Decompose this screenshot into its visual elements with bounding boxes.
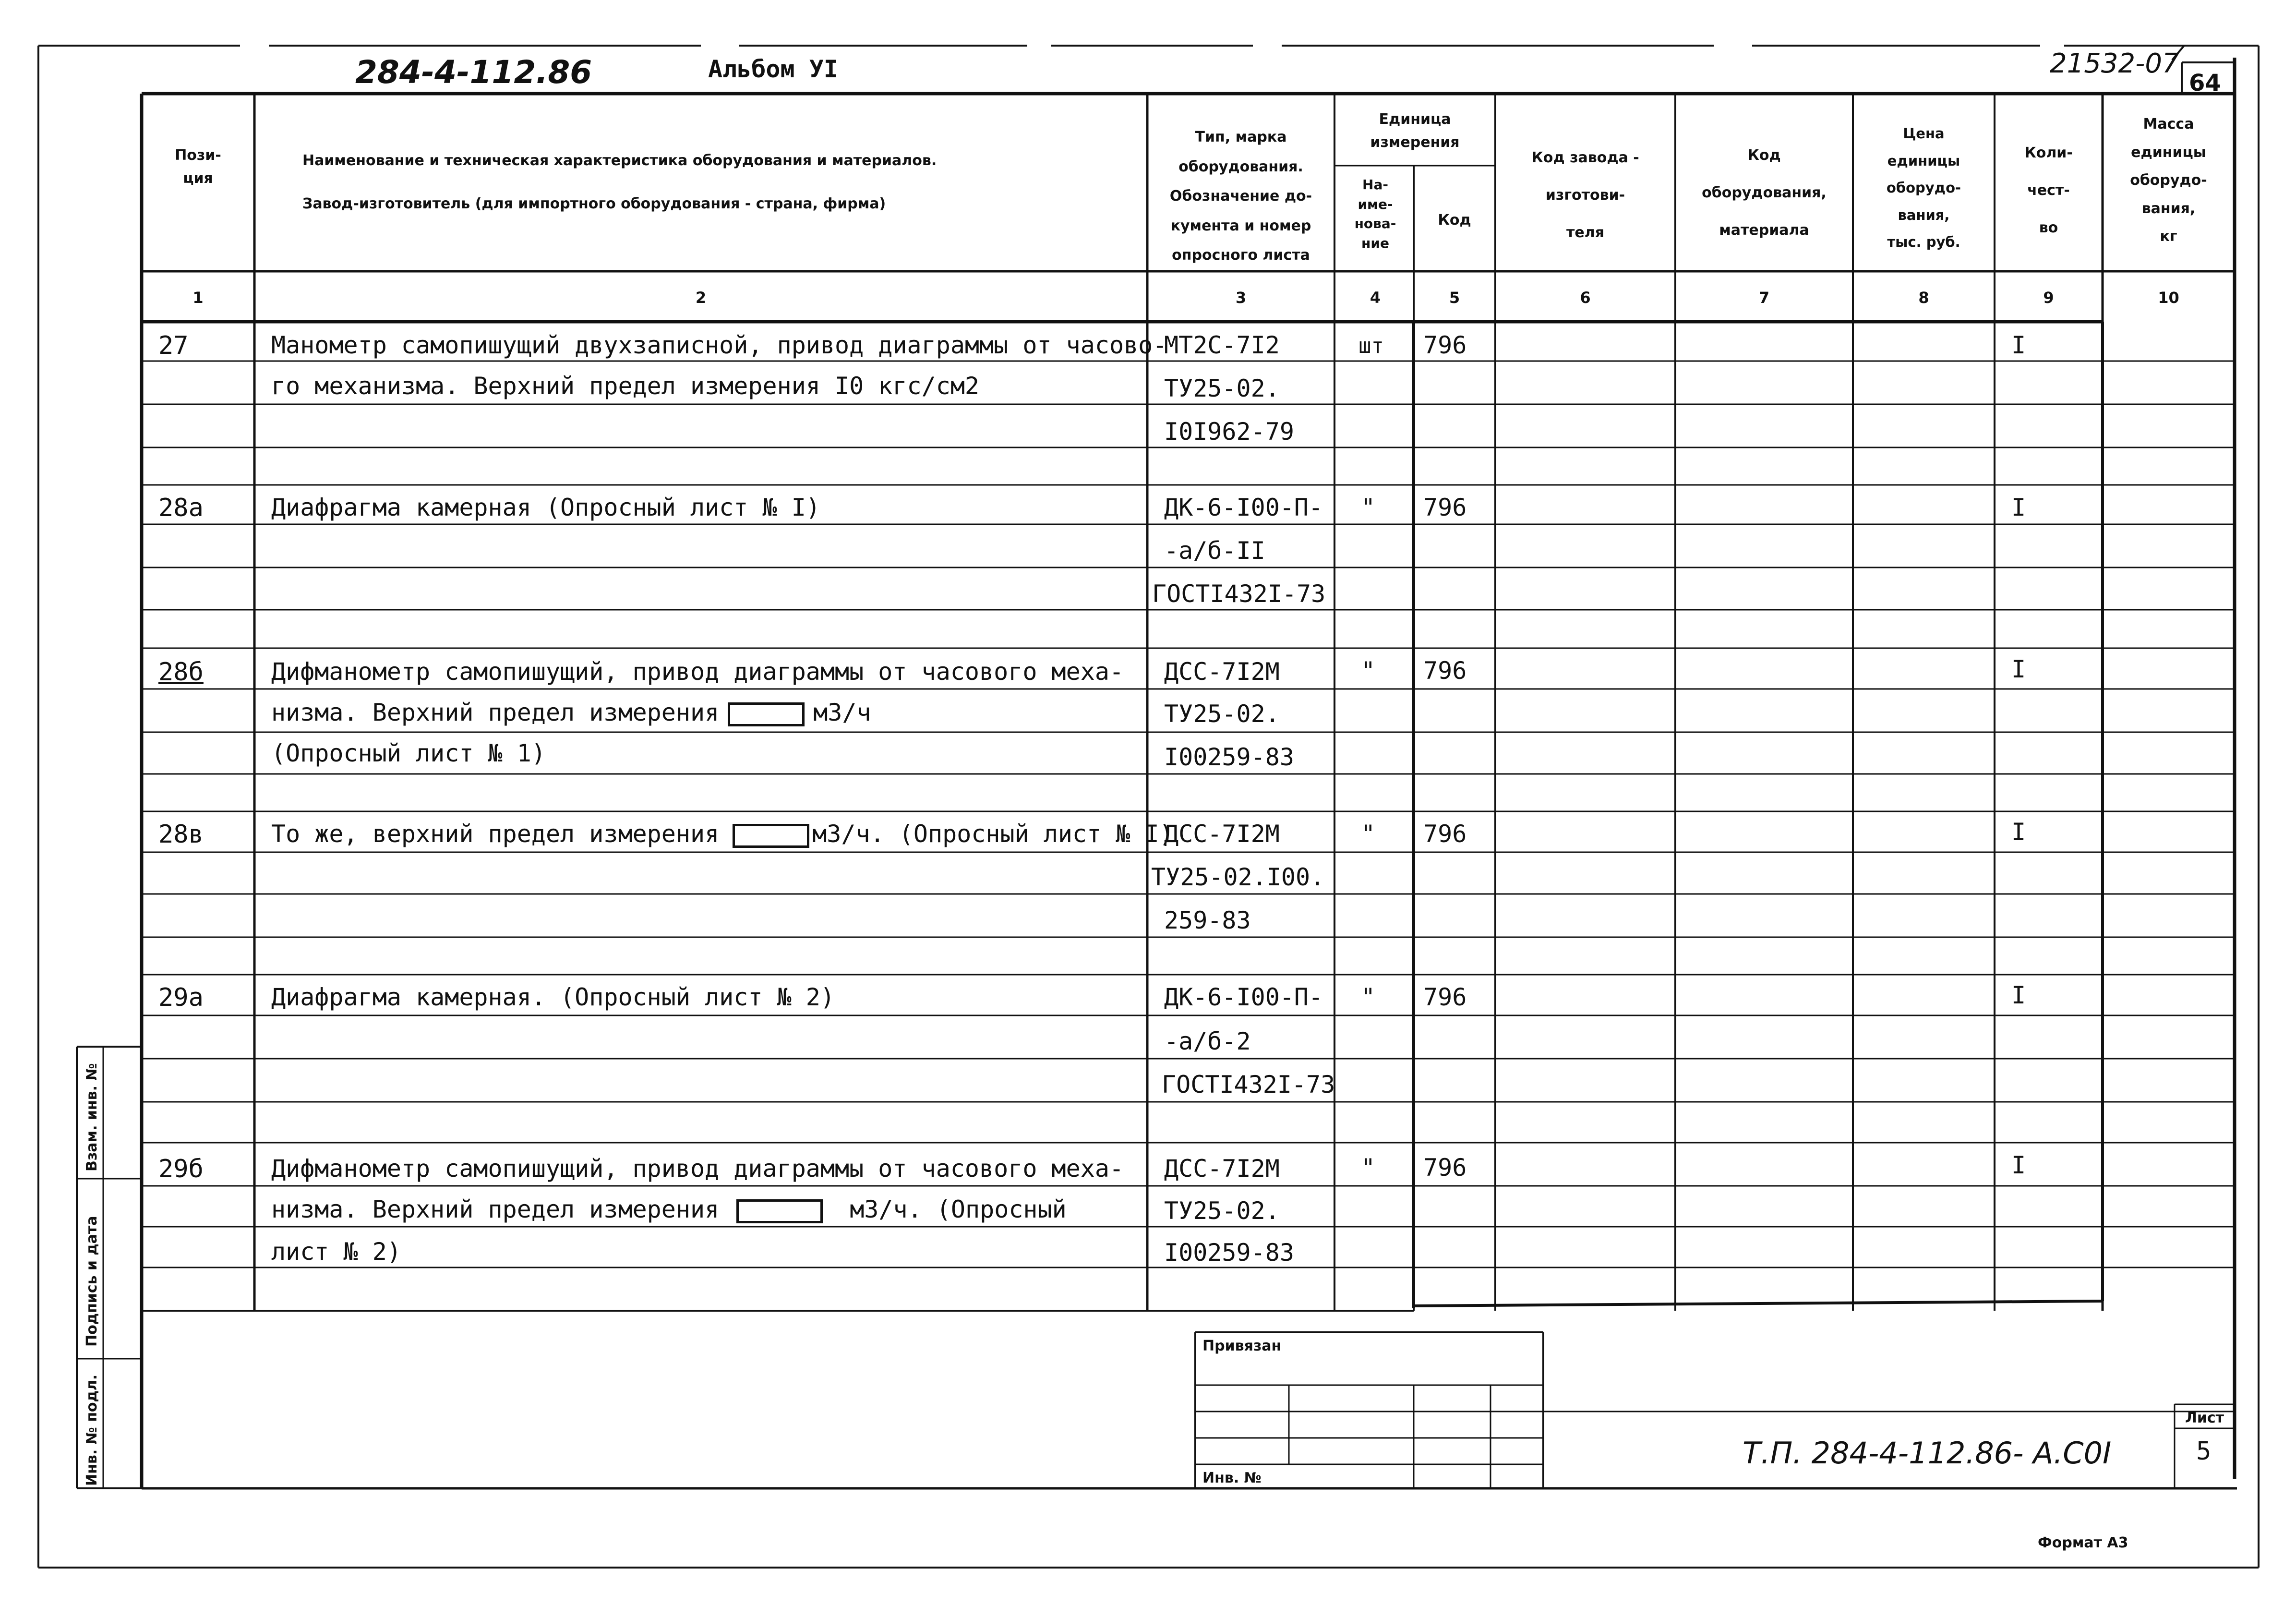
row-name-line [271, 699, 871, 726]
row-unit-name: " [1361, 1154, 1376, 1182]
row-name-line: Диафрагма камерная (Опросный лист № I) [271, 494, 820, 521]
row-unit-name: " [1361, 494, 1376, 521]
row-doc-line: МТ2С-7I2 [1164, 331, 1280, 359]
row-name-text: То же, верхний предел измерения [271, 820, 720, 848]
page-number: 64 [2189, 70, 2221, 97]
row-name-line: Дифманометр самопишущий, привод диаграммы от часового меха- [271, 1155, 1124, 1183]
row-unit-name: " [1361, 983, 1376, 1011]
row-name-line: Диафрагма камерная. (Опросный лист № 2) [271, 983, 835, 1011]
stamp-sheet-number: 5 [2196, 1437, 2212, 1466]
col-number-10: 10 [2158, 289, 2179, 307]
range-input-box [728, 702, 805, 726]
col-number-7: 7 [1758, 289, 1770, 307]
row-position: 28а [158, 494, 204, 522]
row-doc-line: ТУ25-02.I00. [1151, 863, 1325, 891]
row-name-line: лист № 2) [271, 1238, 401, 1266]
side-stamp-replace-inv: Взам. инв. № [84, 1063, 100, 1171]
range-input-box [733, 824, 809, 848]
row-position: 27 [158, 331, 189, 360]
row-doc-line: ДСС-7I2М [1164, 1155, 1280, 1183]
col-number-8: 8 [1918, 289, 1929, 307]
side-stamp-sign-date: Подпись и дата [84, 1216, 100, 1347]
row-quantity: I [2011, 655, 2026, 683]
row-name-text: низма. Верхний предел измерения [271, 699, 720, 726]
row-unit-code: 796 [1423, 494, 1467, 521]
row-doc-line: ТУ25-02. [1164, 700, 1280, 728]
col-header-1: Пози- ция [175, 147, 221, 187]
col-header-7: Код оборудования, материала [1702, 147, 1827, 239]
row-name-text: низма. Верхний предел измерения [271, 1195, 720, 1223]
col-header-6: Код завода - изготови- теля [1531, 149, 1639, 241]
row-unit-name: шт [1358, 334, 1384, 358]
range-input-box [736, 1199, 823, 1223]
row-quantity: I [2011, 331, 2026, 359]
format-label: Формат А3 [2038, 1534, 2128, 1551]
row-unit-code: 796 [1423, 820, 1467, 848]
row-doc-line: ГОСТI432I-73 [1152, 580, 1326, 608]
row-doc-line: ТУ25-02. [1164, 374, 1280, 402]
row-unit-code: 796 [1423, 983, 1467, 1011]
col-number-6: 6 [1580, 289, 1591, 307]
row-doc-line: I00259-83 [1164, 1239, 1294, 1267]
stamp-inv-label: Инв. № [1202, 1470, 1262, 1486]
row-name-line [271, 820, 1174, 848]
side-stamp-inv-orig: Инв. № подл. [84, 1374, 100, 1486]
col-header-2: Наименование и техническая характеристика оборудования и материалов. Завод-изготовитель (для импортного оборудования - страна, фирма) [302, 152, 937, 212]
row-position: 28в [158, 820, 204, 849]
row-position: 28б [158, 658, 204, 687]
row-quantity: I [2011, 1151, 2026, 1179]
row-position: 29а [158, 983, 204, 1012]
row-doc-line: -а/б-II [1164, 537, 1265, 565]
col-header-9: Коли- чест- во [2024, 145, 2073, 236]
row-doc-line: ДК-6-I00-П- [1164, 494, 1323, 521]
row-doc-line: ТУ25-02. [1164, 1197, 1280, 1225]
row-position: 29б [158, 1155, 204, 1183]
col-number-3: 3 [1235, 289, 1247, 307]
row-doc-line: 259-83 [1164, 906, 1251, 934]
col-header-10: Масса единицы оборудо- вания, кг [2130, 116, 2207, 245]
row-doc-line: ДСС-7I2М [1164, 820, 1280, 848]
row-name-text: м3/ч. (Опросный лист № I) [812, 820, 1174, 848]
row-name-line: го механизма. Верхний предел измерения I0 кгс/см2 [271, 372, 980, 400]
row-name-line [271, 1195, 1067, 1223]
row-doc-line: I0I962-79 [1164, 418, 1294, 446]
row-unit-code: 796 [1423, 657, 1467, 685]
col-header-4: На- име- нова- ние [1354, 177, 1396, 251]
col-header-3: Тип, марка оборудования. Обозначение до- кумента и номер опросного листа [1169, 129, 1312, 264]
row-quantity: I [2011, 818, 2026, 846]
row-name-line: Манометр самопишущий двухзаписной, привод диаграммы от часово- [271, 331, 1167, 359]
row-name-line: (Опросный лист № 1) [271, 739, 546, 767]
row-unit-code: 796 [1423, 1154, 1467, 1182]
col-header-8: Цена единицы оборудо- вания, тыс. руб. [1886, 125, 1961, 251]
row-quantity: I [2011, 981, 2026, 1009]
row-quantity: I [2011, 494, 2026, 521]
col-number-9: 9 [2043, 289, 2054, 307]
col-number-1: 1 [192, 289, 204, 307]
col-header-5: Код [1438, 212, 1471, 229]
row-name-line: Дифманометр самопишущий, привод диаграммы от часового меха- [271, 658, 1124, 686]
row-name-unit: м3/ч [813, 699, 871, 726]
album-label: Альбом УI [708, 55, 838, 83]
row-doc-line: I00259-83 [1164, 743, 1294, 771]
row-unit-code: 796 [1423, 331, 1467, 359]
col-number-5: 5 [1449, 289, 1460, 307]
stamp-linked-label: Привязан [1202, 1338, 1282, 1354]
col-number-2: 2 [695, 289, 707, 307]
row-name-text: м3/ч. (Опросный [850, 1195, 1067, 1223]
inventory-number: 21532-07 [2050, 48, 2179, 79]
row-unit-name: " [1361, 657, 1376, 685]
row-doc-line: -а/б-2 [1164, 1027, 1251, 1055]
row-doc-line: ГОСТI432I-73 [1162, 1071, 1335, 1098]
project-number: 284-4-112.86 [355, 54, 592, 91]
row-unit-name: " [1361, 820, 1376, 848]
row-doc-line: ДСС-7I2М [1164, 658, 1280, 686]
document-designation: Т.П. 284-4-112.86- А.С0I [1743, 1436, 2112, 1471]
col-number-4: 4 [1370, 289, 1381, 307]
row-doc-line: ДК-6-I00-П- [1164, 983, 1323, 1011]
units-group-header: Единица измерения [1370, 111, 1460, 151]
stamp-sheet-label: Лист [2185, 1410, 2224, 1426]
